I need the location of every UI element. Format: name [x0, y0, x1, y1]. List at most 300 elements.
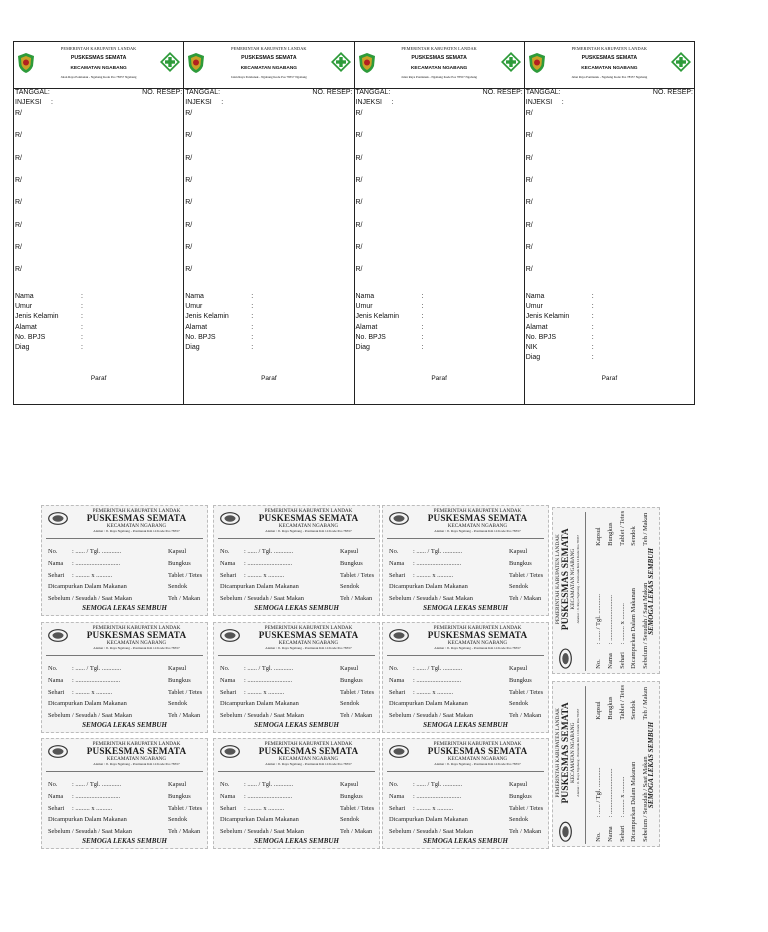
label-puskesmas: PUSKESMAS SEMATA — [560, 528, 571, 631]
label-puskesmas: PUSKESMAS SEMATA — [86, 630, 187, 641]
recipe-line: R/ — [185, 110, 193, 117]
label-kapsul: Kapsul — [509, 665, 528, 672]
identity-field-label: Alamat — [15, 323, 37, 331]
puskesmas-oval-logo-icon — [220, 629, 240, 642]
label-footer: SEMOGA LEKAS SEMBUH — [423, 837, 508, 845]
no-resep-label: NO. RESEP: — [652, 89, 693, 96]
no-resep-label: NO. RESEP: — [312, 89, 353, 96]
recipe-line: R/ — [525, 199, 533, 207]
label-footer: SEMOGA LEKAS SEMBUH — [647, 547, 655, 635]
label-puskesmas: PUSKESMAS SEMATA — [427, 746, 528, 757]
identity-colon: : — [421, 303, 424, 311]
label-nama: Nama — [220, 559, 236, 567]
label-kapsul: Kapsul — [340, 665, 359, 672]
label-puskesmas: PUSKESMAS SEMATA — [427, 513, 528, 524]
label-bungkus: Bungkus — [340, 792, 363, 800]
tanggal-label: TANGGAL: — [15, 89, 50, 96]
label-kapsul: Kapsul — [509, 781, 528, 788]
identity-field-label: No. BPJS — [15, 333, 46, 341]
label-sehari-value: : ......... x .......... — [413, 688, 454, 696]
label-government: PEMERINTAH KABUPATEN LANDAK — [433, 741, 522, 747]
label-district: KECAMATAN NGABANG — [106, 640, 167, 647]
identity-row — [15, 293, 182, 303]
label-teh-makan: Teh / Makan — [642, 686, 650, 720]
puskesmas-oval-logo-icon — [389, 629, 409, 642]
label-teh-makan: Teh / Makan — [509, 595, 542, 603]
injeksi-colon: : — [391, 99, 394, 106]
recipe-line: R/ — [355, 176, 363, 184]
puskesmas-cross-icon — [331, 52, 351, 72]
identity-colon: : — [81, 293, 83, 300]
rotated-label-card — [552, 681, 660, 847]
recipe-line: R/ — [355, 154, 363, 162]
label-footer: SEMOGA LEKAS SEMBUH — [82, 721, 167, 729]
label-district: KECAMATAN NGABANG — [106, 523, 167, 530]
identity-row — [185, 303, 352, 313]
label-government: PEMERINTAH KABUPATEN LANDAK — [264, 625, 353, 631]
identity-colon: : — [421, 293, 424, 300]
identity-colon: : — [591, 333, 594, 341]
label-sendok: Sendok — [509, 816, 529, 824]
label-teh-makan: Teh / Makan — [168, 595, 201, 603]
identity-colon: : — [591, 303, 594, 311]
identity-field-label: Umur — [185, 303, 203, 311]
label-nama: Nama — [220, 676, 236, 684]
rotated-label-card — [552, 507, 660, 674]
label-tablet: Tablet / Tetes — [509, 804, 544, 812]
label-nama: Nama — [48, 792, 64, 800]
recipe-line: R/ — [525, 243, 533, 251]
landak-regency-emblem-icon — [359, 53, 375, 73]
recipe-line: R/ — [185, 154, 193, 162]
medicine-label-card — [41, 622, 208, 733]
label-bungkus: Bungkus — [509, 676, 532, 684]
label-sebelum-sesudah: Sebelum / Sesudah / Saat Makan — [48, 828, 132, 836]
label-no-value: : ...... / Tgl. ............ — [72, 548, 122, 555]
identity-colon: : — [591, 354, 594, 362]
identity-field-label: Jenis Kelamin — [525, 313, 570, 321]
label-no-value: : ...... / Tgl. ............ — [244, 665, 294, 672]
identity-colon: : — [421, 343, 424, 351]
label-address: Alamat : Jl. Raya Ngabang - Pontianak Km 14 Kode Pos 78357 — [93, 528, 180, 533]
identity-field-label: Diag — [15, 343, 30, 351]
identity-field-label: Alamat — [185, 323, 208, 331]
prescription-header — [355, 42, 524, 89]
recipe-line: R/ — [355, 199, 363, 207]
header-district: KECAMATAN NGABANG — [581, 65, 638, 71]
label-nama: Nama — [389, 559, 405, 567]
label-nama-value: : ............................ — [72, 792, 121, 800]
label-government: PEMERINTAH KABUPATEN LANDAK — [555, 534, 561, 625]
puskesmas-oval-logo-icon — [389, 745, 409, 758]
paraf-label: Paraf — [261, 375, 277, 382]
label-nama-value: : ............................ — [413, 559, 462, 567]
label-sebelum-sesudah: Sebelum / Sesudah / Saat Makan — [642, 756, 650, 842]
label-kapsul: Kapsul — [340, 781, 359, 788]
header-district: KECAMATAN NGABANG — [70, 65, 127, 71]
label-sebelum-sesudah: Sebelum / Sesudah / Saat Makan — [220, 828, 304, 836]
identity-colon: : — [251, 333, 254, 341]
label-nama: Nama — [48, 676, 64, 684]
injeksi-label: INJEKSI — [525, 99, 553, 106]
label-tablet: Tablet / Tetes — [340, 804, 375, 812]
label-footer: SEMOGA LEKAS SEMBUH — [423, 604, 508, 612]
label-puskesmas: PUSKESMAS SEMATA — [427, 630, 528, 641]
injeksi-label: INJEKSI — [355, 99, 382, 106]
label-address: Alamat : Jl. Raya Ngabang - Pontianak Km 14 Kode Pos 78357 — [434, 645, 521, 650]
label-no: No. — [220, 548, 230, 555]
label-kapsul: Kapsul — [595, 527, 602, 546]
label-bungkus: Bungkus — [168, 559, 191, 567]
label-sehari: Sehari — [220, 804, 237, 812]
header-government: PEMERINTAH KABUPATEN LANDAK — [401, 46, 477, 51]
recipe-line: R/ — [15, 221, 22, 229]
label-government: PEMERINTAH KABUPATEN LANDAK — [433, 625, 522, 631]
landak-regency-emblem-icon — [529, 53, 545, 73]
recipe-line: R/ — [525, 132, 533, 140]
label-dicampurkan: Dicampurkan Dalam Makanan — [48, 816, 127, 824]
recipe-line: R/ — [185, 243, 193, 251]
puskesmas-oval-logo-icon — [48, 745, 68, 758]
header-address: Jalan Raya Pontianak - Ngabang Kode Pos 78357 Ngabang — [60, 75, 137, 80]
header-address: Jalan Raya Pontianak - Ngabang Kode Pos 78357 Ngabang — [571, 75, 648, 80]
label-nama: Nama — [606, 826, 614, 842]
recipe-line: R/ — [15, 110, 22, 117]
injeksi-colon: : — [221, 99, 224, 106]
label-sebelum-sesudah: Sebelum / Sesudah / Saat Makan — [389, 595, 473, 603]
medicine-label-photo — [41, 505, 661, 848]
label-no-value: : ...... / Tgl. ............ — [72, 665, 122, 672]
identity-row — [356, 313, 523, 323]
label-teh-makan: Teh / Makan — [168, 828, 201, 836]
label-no-value: : ...... / Tgl. ............ — [413, 665, 463, 672]
label-district: KECAMATAN NGABANG — [278, 523, 339, 530]
puskesmas-cross-icon — [671, 52, 691, 72]
identity-row — [15, 303, 182, 313]
label-teh-makan: Teh / Makan — [509, 828, 542, 836]
recipe-line: R/ — [355, 221, 363, 229]
paraf-label: Paraf — [431, 375, 447, 382]
recipe-line: R/ — [525, 176, 533, 184]
patient-identity — [356, 293, 523, 354]
recipe-line: R/ — [15, 266, 22, 274]
label-sehari-value: : ......... x .......... — [244, 804, 285, 812]
label-bungkus: Bungkus — [606, 522, 614, 546]
label-nama-value: : ............................ — [413, 676, 462, 684]
identity-row — [526, 324, 693, 334]
label-sehari-value: : ......... x .......... — [72, 571, 113, 579]
identity-row — [185, 293, 352, 303]
paraf-label: Paraf — [90, 375, 107, 382]
identity-colon: : — [421, 333, 424, 341]
label-teh-makan: Teh / Makan — [642, 512, 650, 546]
label-tablet: Tablet / Tetes — [340, 571, 375, 579]
identity-field-label: Nama — [15, 293, 34, 300]
label-bungkus: Bungkus — [509, 559, 532, 567]
label-no: No. — [48, 781, 58, 788]
identity-colon: : — [591, 323, 594, 331]
tanggal-label: TANGGAL: — [355, 89, 391, 96]
label-puskesmas: PUSKESMAS SEMATA — [560, 702, 571, 804]
identity-row — [15, 313, 182, 323]
label-dicampurkan: Dicampurkan Dalam Makanan — [389, 816, 468, 824]
label-government: PEMERINTAH KABUPATEN LANDAK — [555, 708, 561, 798]
label-sendok: Sendok — [630, 526, 638, 546]
header-district: KECAMATAN NGABANG — [410, 65, 468, 71]
label-sehari-value: : ......... x .......... — [413, 804, 454, 812]
label-bungkus: Bungkus — [509, 792, 532, 800]
identity-field-label: No. BPJS — [525, 333, 557, 341]
label-footer: SEMOGA LEKAS SEMBUH — [254, 837, 339, 845]
prescription-form — [184, 42, 354, 404]
recipe-line: R/ — [355, 132, 363, 140]
identity-row — [356, 303, 523, 313]
puskesmas-oval-logo-icon — [48, 629, 68, 642]
identity-colon: : — [251, 303, 254, 311]
label-address: Alamat : Jl. Raya Ngabang - Pontianak Km 14 Kode Pos 78357 — [265, 645, 352, 650]
recipe-line: R/ — [185, 132, 193, 140]
no-resep-label: NO. RESEP: — [142, 89, 183, 96]
identity-colon: : — [251, 323, 254, 331]
label-sehari: Sehari — [389, 688, 406, 696]
identity-row — [356, 324, 523, 334]
identity-colon: : — [81, 343, 83, 351]
medicine-label-card — [213, 622, 380, 733]
label-nama-value: : ............................ — [72, 676, 121, 684]
identity-field-label: Umur — [525, 303, 543, 311]
identity-field-label: Diag — [355, 343, 370, 351]
label-district: KECAMATAN NGABANG — [447, 756, 508, 763]
label-sendok: Sendok — [509, 583, 529, 591]
label-address: Alamat : Jl. Raya Ngabang - Pontianak Km 14 Kode Pos 78357 — [434, 761, 521, 766]
identity-row — [526, 293, 693, 303]
identity-field-label: Nama — [355, 293, 375, 300]
label-no: No. — [595, 659, 602, 669]
label-nama: Nama — [220, 792, 236, 800]
medicine-label-card — [41, 738, 208, 849]
landak-regency-emblem-icon — [18, 53, 34, 73]
label-puskesmas: PUSKESMAS SEMATA — [258, 630, 359, 641]
label-sendok: Sendok — [509, 700, 529, 708]
label-address: Alamat : Jl. Raya Ngabang - Pontianak Km 14 Kode Pos 78357 — [265, 528, 352, 533]
label-puskesmas: PUSKESMAS SEMATA — [258, 513, 359, 524]
label-sehari-value: : ......... x .......... — [72, 804, 113, 812]
label-puskesmas: PUSKESMAS SEMATA — [258, 746, 359, 757]
identity-field-label: Jenis Kelamin — [15, 313, 59, 321]
label-district: KECAMATAN NGABANG — [106, 756, 167, 763]
label-kapsul: Kapsul — [168, 548, 187, 555]
label-address: Alamat : Jl. Raya Ngabang - Pontianak Km 14 Kode Pos 78357 — [575, 534, 580, 624]
label-sehari: Sehari — [389, 571, 406, 579]
puskesmas-cross-icon — [501, 52, 521, 72]
identity-row — [526, 303, 693, 313]
label-district: KECAMATAN NGABANG — [570, 722, 577, 784]
label-dicampurkan: Dicampurkan Dalam Makanan — [48, 700, 127, 708]
label-no: No. — [48, 665, 58, 672]
label-dicampurkan: Dicampurkan Dalam Makanan — [220, 700, 299, 708]
label-footer: SEMOGA LEKAS SEMBUH — [254, 721, 339, 729]
identity-field-label: Nama — [185, 293, 204, 300]
label-kapsul: Kapsul — [168, 781, 187, 788]
prescription-form — [14, 42, 184, 404]
label-government: PEMERINTAH KABUPATEN LANDAK — [433, 508, 522, 514]
puskesmas-oval-logo-icon — [48, 512, 68, 525]
patient-identity — [185, 293, 352, 354]
label-tablet: Tablet / Tetes — [168, 688, 203, 696]
label-no: No. — [389, 665, 399, 672]
puskesmas-oval-logo-icon — [559, 822, 572, 842]
label-no-value: : ...... / Tgl. ............ — [72, 781, 122, 788]
label-address: Alamat : Jl. Raya Ngabang - Pontianak Km 14 Kode Pos 78357 — [93, 761, 180, 766]
label-sehari: Sehari — [48, 571, 65, 579]
label-no: No. — [220, 665, 230, 672]
label-teh-makan: Teh / Makan — [340, 595, 373, 603]
label-dicampurkan: Dicampurkan Dalam Makanan — [220, 816, 299, 824]
label-nama: Nama — [389, 676, 405, 684]
tanggal-label: TANGGAL: — [185, 89, 221, 96]
identity-field-label: Jenis Kelamin — [355, 313, 400, 321]
recipe-line: R/ — [525, 266, 533, 274]
label-nama: Nama — [389, 792, 405, 800]
label-dicampurkan: Dicampurkan Dalam Makanan — [220, 583, 299, 591]
patient-identity — [15, 293, 182, 354]
label-nama-value: : ............................ — [413, 792, 462, 800]
label-sehari-value: : ......... x .......... — [618, 776, 626, 818]
label-kapsul: Kapsul — [168, 665, 187, 672]
identity-colon: : — [591, 293, 594, 300]
recipe-line: R/ — [525, 110, 533, 117]
label-bungkus: Bungkus — [340, 676, 363, 684]
label-sendok: Sendok — [340, 816, 360, 824]
header-government: PEMERINTAH KABUPATEN LANDAK — [231, 46, 307, 51]
medicine-label-card — [553, 508, 658, 674]
identity-colon: : — [81, 303, 83, 311]
medicine-label-card — [213, 738, 380, 849]
label-government: PEMERINTAH KABUPATEN LANDAK — [92, 625, 181, 631]
identity-colon: : — [421, 313, 424, 321]
injeksi-label: INJEKSI — [185, 99, 212, 106]
label-sehari: Sehari — [220, 688, 237, 696]
label-sehari: Sehari — [618, 652, 626, 669]
label-no: No. — [595, 832, 602, 842]
label-no: No. — [389, 781, 399, 788]
label-no-value: : ...... / Tgl. ............ — [244, 548, 294, 555]
label-kapsul: Kapsul — [595, 701, 602, 720]
header-puskesmas: PUSKESMAS SEMATA — [581, 55, 638, 62]
label-sendok: Sendok — [340, 700, 360, 708]
identity-colon: : — [81, 313, 83, 321]
label-dicampurkan: Dicampurkan Dalam Makanan — [630, 761, 638, 842]
label-sendok: Sendok — [340, 583, 360, 591]
injeksi-colon: : — [561, 99, 564, 106]
label-nama-value: : ............................ — [606, 594, 614, 645]
recipe-line: R/ — [15, 132, 22, 140]
label-nama-value: : ............................ — [606, 768, 614, 818]
identity-row — [15, 344, 182, 354]
label-no-value: : ...... / Tgl. ............ — [595, 593, 602, 645]
puskesmas-oval-logo-icon — [559, 648, 572, 669]
label-nama-value: : ............................ — [72, 559, 121, 567]
label-puskesmas: PUSKESMAS SEMATA — [86, 746, 187, 757]
paraf-label: Paraf — [601, 375, 618, 382]
identity-row — [526, 354, 693, 364]
label-no-value: : ...... / Tgl. ............ — [595, 767, 602, 818]
label-sehari: Sehari — [48, 688, 65, 696]
identity-row — [185, 313, 352, 323]
label-address: Alamat : Jl. Raya Ngabang - Pontianak Km 14 Kode Pos 78357 — [434, 528, 521, 533]
recipe-line: R/ — [355, 243, 363, 251]
identity-field-label: Alamat — [525, 323, 548, 331]
identity-row — [356, 344, 523, 354]
label-district: KECAMATAN NGABANG — [447, 640, 508, 647]
header-government: PEMERINTAH KABUPATEN LANDAK — [60, 46, 137, 51]
recipe-line: R/ — [15, 243, 22, 251]
label-no-value: : ...... / Tgl. ............ — [244, 781, 294, 788]
identity-field-label: Diag — [525, 354, 541, 362]
identity-field-label: Nama — [525, 293, 545, 300]
identity-colon: : — [591, 343, 594, 351]
identity-field-label: Umur — [355, 303, 373, 311]
identity-field-label: Jenis Kelamin — [185, 313, 229, 321]
tanggal-label: TANGGAL: — [525, 89, 561, 96]
label-footer: SEMOGA LEKAS SEMBUH — [423, 721, 508, 729]
label-sehari-value: : ......... x .......... — [72, 688, 113, 696]
identity-field-label: Umur — [15, 303, 33, 311]
label-sehari: Sehari — [48, 804, 65, 812]
medicine-label-card — [382, 622, 549, 733]
label-government: PEMERINTAH KABUPATEN LANDAK — [264, 508, 353, 514]
label-dicampurkan: Dicampurkan Dalam Makanan — [630, 588, 638, 669]
label-nama: Nama — [48, 559, 64, 567]
puskesmas-oval-logo-icon — [220, 745, 240, 758]
label-no: No. — [220, 781, 230, 788]
label-address: Alamat : Jl. Raya Ngabang - Pontianak Km 14 Kode Pos 78357 — [93, 645, 180, 650]
recipe-line: R/ — [15, 154, 22, 162]
label-no-value: : ...... / Tgl. ............ — [413, 548, 463, 555]
label-sehari: Sehari — [618, 825, 626, 842]
identity-colon: : — [251, 343, 254, 351]
label-tablet: Tablet / Tetes — [618, 684, 626, 720]
recipe-line: R/ — [185, 199, 193, 207]
recipe-line: R/ — [355, 110, 363, 117]
label-nama: Nama — [606, 653, 614, 669]
header-puskesmas: PUSKESMAS SEMATA — [70, 55, 127, 62]
label-bungkus: Bungkus — [168, 676, 191, 684]
label-tablet: Tablet / Tetes — [340, 688, 375, 696]
identity-colon: : — [591, 313, 594, 321]
label-teh-makan: Teh / Makan — [340, 828, 373, 836]
label-district: KECAMATAN NGABANG — [570, 548, 577, 610]
label-address: Alamat : Jl. Raya Ngabang - Pontianak Km 14 Kode Pos 78357 — [575, 708, 580, 797]
recipe-line: R/ — [15, 176, 22, 184]
label-footer: SEMOGA LEKAS SEMBUH — [647, 721, 655, 809]
label-district: KECAMATAN NGABANG — [278, 640, 339, 647]
header-puskesmas: PUSKESMAS SEMATA — [411, 55, 467, 62]
identity-colon: : — [81, 323, 83, 331]
identity-row — [185, 324, 352, 334]
prescription-header — [525, 42, 694, 89]
puskesmas-oval-logo-icon — [389, 512, 409, 525]
label-teh-makan: Teh / Makan — [340, 712, 373, 720]
label-bungkus: Bungkus — [168, 792, 191, 800]
identity-row — [185, 334, 352, 344]
recipe-line: R/ — [525, 221, 533, 229]
label-dicampurkan: Dicampurkan Dalam Makanan — [389, 583, 468, 591]
identity-row — [526, 313, 693, 323]
prescription-header — [184, 42, 353, 89]
identity-field-label: NIK — [525, 343, 538, 351]
label-government: PEMERINTAH KABUPATEN LANDAK — [264, 741, 353, 747]
